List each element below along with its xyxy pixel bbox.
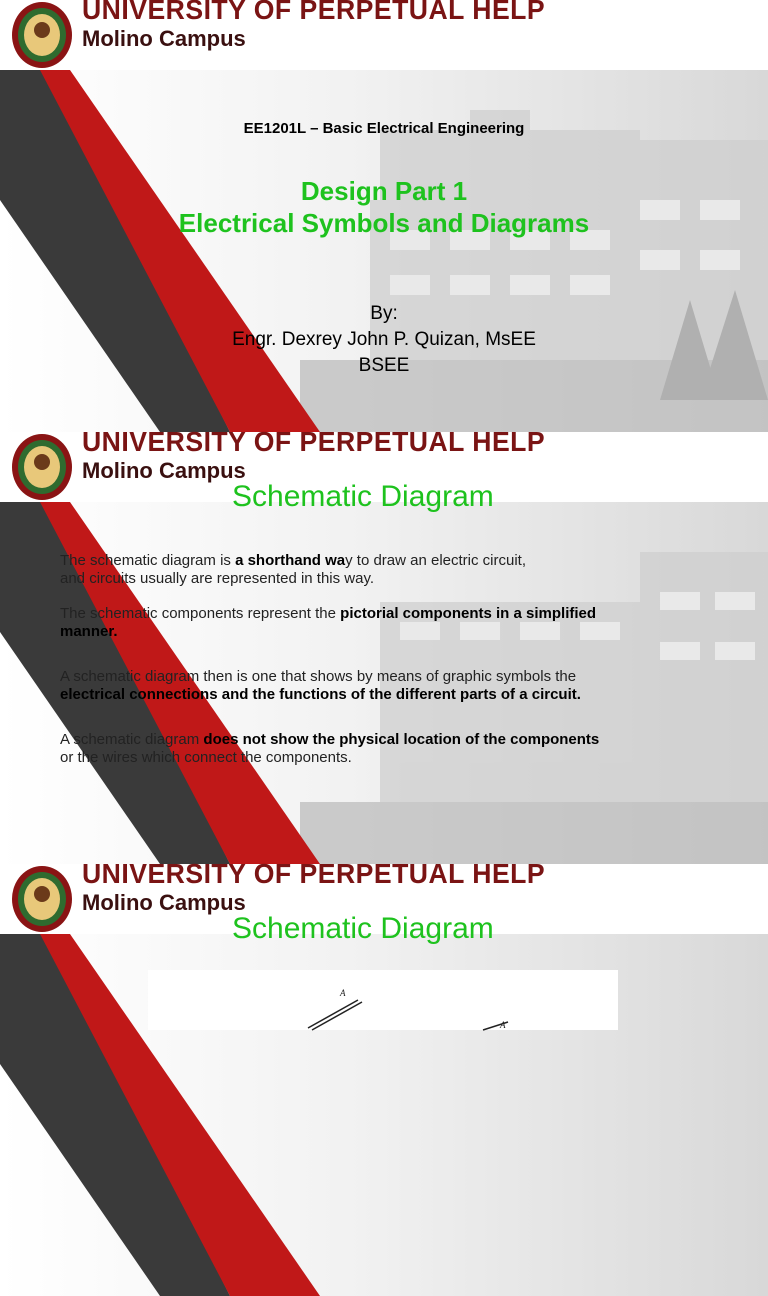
paragraph-3: A schematic diagram then is one that shows by means of graphic symbols the electrical connections and the functions of the different parts of a circuit. (60, 668, 581, 703)
slide-title: Schematic Diagram (232, 480, 494, 513)
by-label: By: (370, 303, 398, 324)
wire-line-2 (312, 1002, 362, 1030)
slide-title-line2: Electrical Symbols and Diagrams (178, 208, 590, 238)
diagram-panel (148, 970, 618, 1030)
wire-sketch (148, 970, 618, 1030)
university-name: UNIVERSITY OF PERPETUAL HELP (82, 858, 546, 889)
course-title: EE1201L – Basic Electrical Engineering (243, 120, 525, 137)
author-program: BSEE (358, 355, 410, 376)
campus-name: Molino Campus (82, 458, 246, 483)
paragraph-4: A schematic diagram does not show the physical location of the components or the wires which connect the components. (60, 731, 600, 766)
author-name: Engr. Dexrey John P. Quizan, MsEE (232, 329, 536, 350)
university-name: UNIVERSITY OF PERPETUAL HELP (82, 0, 546, 25)
schematic-slide-2 (0, 858, 768, 1030)
campus-name: Molino Campus (82, 890, 246, 915)
university-name: UNIVERSITY OF PERPETUAL HELP (82, 426, 546, 457)
university-seal-icon (10, 432, 74, 502)
university-seal-icon (10, 864, 74, 934)
university-seal-icon (10, 0, 74, 70)
label-a-1: A (340, 988, 346, 998)
label-a-2: A (500, 1020, 506, 1030)
campus-name: Molino Campus (82, 26, 246, 51)
paragraph-2: The schematic components represent the pictorial components in a simplified manner. (60, 605, 597, 640)
paragraph-1: The schematic diagram is a shorthand way to draw an electric circuit, and circuits usually are represented in this way. (60, 552, 527, 587)
slide-title-line1: Design Part 1 (300, 176, 468, 206)
title-slide (0, 0, 768, 432)
wire-line-1 (308, 1000, 358, 1028)
schematic-slide (0, 426, 768, 864)
slide-title: Schematic Diagram (232, 912, 494, 945)
